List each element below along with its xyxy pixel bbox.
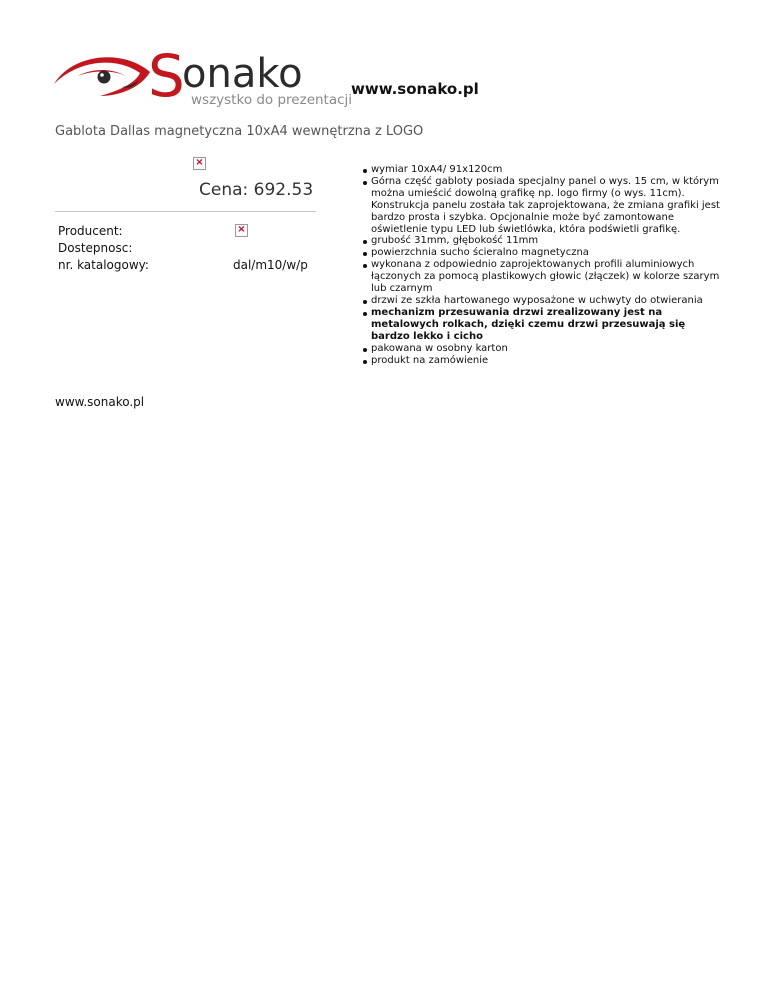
spec-value-nr-katalogowy: dal/m10/w/p — [233, 258, 308, 272]
feature-item: powierzchnia sucho ścieralno magnetyczna — [361, 247, 721, 259]
footer-site-url[interactable]: www.sonako.pl — [55, 395, 145, 409]
section-divider — [55, 211, 316, 212]
spec-label-dostepnosc: Dostepnosc: — [58, 241, 133, 255]
spec-label-nr-katalogowy: nr. katalogowy: — [58, 258, 149, 272]
feature-item-bold: mechanizm przesuwania drzwi zrealizowany jest na metalowych rolkach, dzięki czemu drzwi przesuwają się bardzo lekko i cicho — [361, 307, 721, 343]
product-title: Gablota Dallas magnetyczna 10xA4 wewnętrzna z LOGO — [55, 124, 424, 139]
broken-image-icon: × — [193, 157, 206, 170]
feature-item: produkt na zamówienie — [361, 355, 721, 367]
eye-logo-icon — [52, 46, 352, 108]
feature-item: pakowana w osobny karton — [361, 343, 721, 355]
producer-logo-broken-image-icon: × — [235, 224, 248, 237]
feature-item: wykonana z odpowiednio zaprojektowanych profili aluminiowych łączonych za pomocą plastikowych głowic (złączek) w kolorze szarym lub czarnym — [361, 259, 721, 295]
spec-label-producent: Producent: — [58, 224, 123, 238]
logo-letter-s: S — [148, 46, 185, 108]
feature-item: wymiar 10xA4/ 91x120cm — [361, 164, 721, 176]
feature-item: drzwi ze szkła hartowanego wyposażone w uchwyty do otwierania — [361, 295, 721, 307]
feature-item: grubość 31mm, głębokość 11mm — [361, 235, 721, 247]
logo-wordmark: onako — [182, 51, 303, 97]
header-site-url[interactable]: www.sonako.pl — [351, 80, 479, 98]
logo-tagline: wszystko do prezentacji — [191, 92, 352, 108]
product-price: Cena: 692.53 — [199, 180, 314, 200]
sonako-logo[interactable] — [52, 46, 352, 108]
feature-item: Górna część gabloty posiada specjalny panel o wys. 15 cm, w którym można umieścić dowolną grafikę np. logo firmy (o wys. 11cm). Konstrukcja panelu została tak zaprojektowana, że zmiana grafiki jest bardzo prosta i szybka. Opcjonalnie może być zamontowane oświetlenie typu LED lub świetlówka, która podświetli grafikę. — [361, 176, 721, 236]
feature-list — [361, 164, 721, 366]
